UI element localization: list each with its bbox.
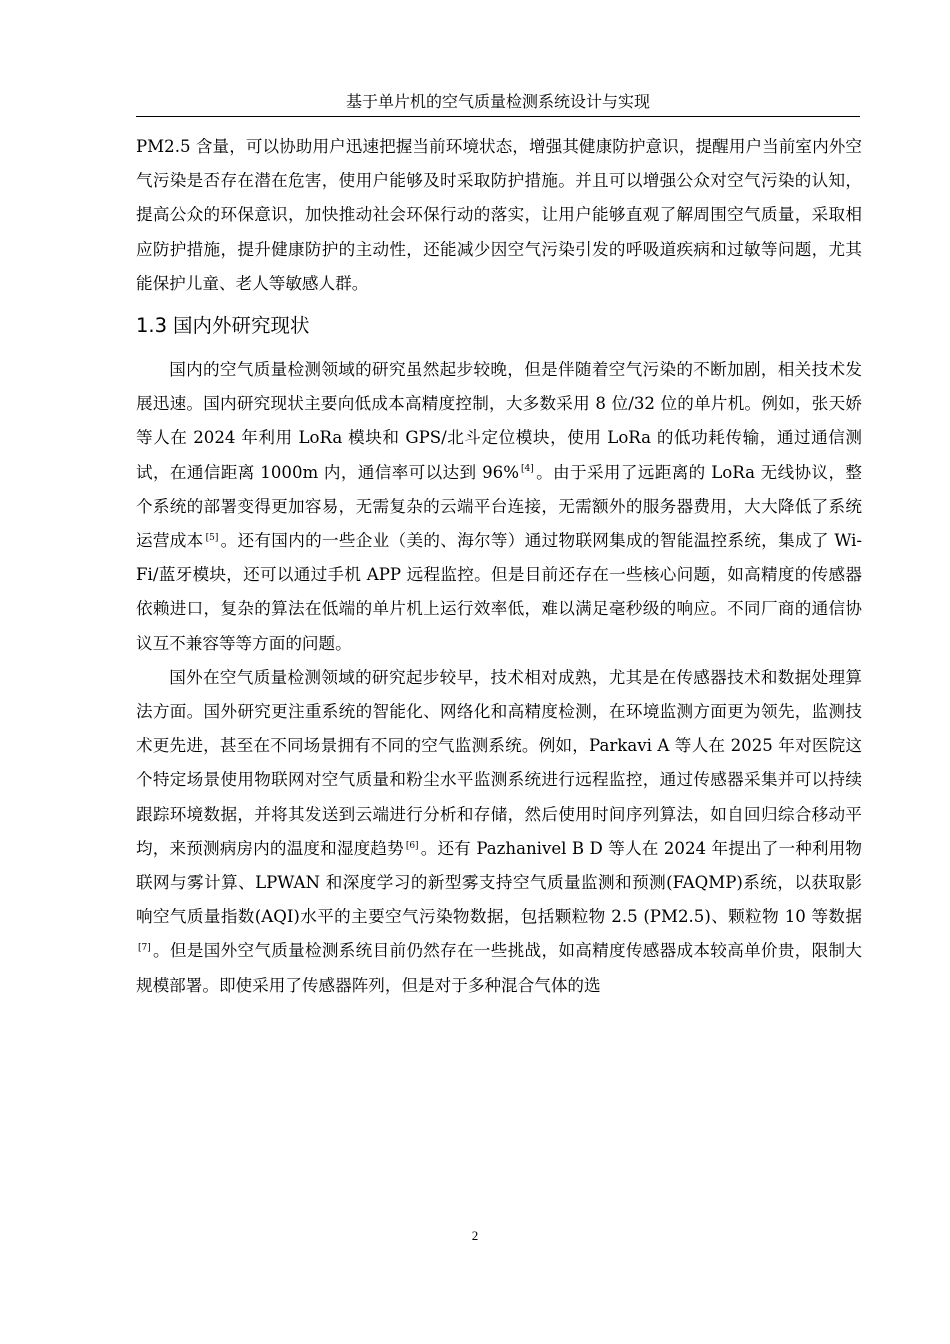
paragraph-text: 。还有国内的一些企业（美的、海尔等）通过物联网集成的智能温控系统，集成了 Wi-Fi/蓝牙模块，还可以通过手机 APP 远程监控。但是目前还存在一些核心问题，如高精度的传感器依赖进口，复杂的算法在低端的单片机上运行效率低，难以满足毫秒级的响应。不同厂商的通信协议互不兼容等等方面的问题。 [136, 531, 863, 653]
section-number: 1.3 [136, 314, 168, 338]
section-heading [136, 309, 862, 343]
header-rule [136, 116, 860, 117]
paragraph-text: 国外在空气质量检测领域的研究起步较早，技术相对成熟，尤其是在传感器技术和数据处理算法方面。国外研究更注重系统的智能化、网络化和高精度检测，在环境监测方面更为领先，监测技术更先进，甚至在不同场景拥有不同的空气监测系统。例如，Parkavi A 等人在 2025 年对医院这个特定场景使用物联网对空气质量和粉尘水平监测系统进行远程监控，通过传感器采集并可以持续跟踪环境数据，并将其发送到云端进行分析和存储，然后使用时间序列算法，如自回归综合移动平均，来预测病房内的温度和湿度趋势 [136, 667, 862, 858]
citation-ref[interactable]: [7] [138, 943, 151, 954]
paragraph-domestic-research [136, 353, 862, 661]
citation-ref[interactable]: [6] [405, 840, 419, 851]
page-number: 2 [471, 1228, 479, 1243]
citation-ref[interactable]: [4] [520, 464, 534, 475]
paragraph-text: 。还有 Pazhanivel B D 等人在 2024 年提出了一种利用物联网与雾计算、LPWAN 和深度学习的新型雾支持空气质量监测和预测(FAQMP)系统，以获取影响空气质量指数(AQI)水平的主要空气污染物数据，包括颗粒物 2.5 (PM2.5)、颗粒物 10 等数据 [136, 838, 862, 927]
document-body [136, 130, 862, 1003]
section-title: 国内外研究现状 [173, 314, 310, 338]
paragraph-text: 国内的空气质量检测领域的研究虽然起步较晚，但是伴随着空气污染的不断加剧，相关技术发展迅速。国内研究现状主要向低成本高精度控制，大多数采用 8 位/32 位的单片机。例如，张天娇等人在 2024 年利用 LoRa 模块和 GPS/北斗定位模块，使用 LoRa 的低功耗传输，通过通信测试，在通信距离 1000m 内，通信率可以达到 96% [136, 360, 862, 482]
paragraph-text: 。但是国外空气质量检测系统目前仍然存在一些挑战，如高精度传感器成本较高单价贵，限制大规模部署。即使采用了传感器阵列，但是对于多种混合气体的选 [136, 941, 862, 995]
paragraph-text: 。由于采用了远距离的 LoRa 无线协议，整个系统的部署变得更加容易，无需复杂的云端平台连接，无需额外的服务器费用，大大降低了系统运营成本 [136, 462, 863, 551]
running-header: 基于单片机的空气质量检测系统设计与实现 [345, 92, 650, 111]
citation-ref[interactable]: [5] [205, 532, 219, 543]
paragraph-foreign-research [136, 661, 862, 1003]
paragraph-pm25-awareness: PM2.5 含量，可以协助用户迅速把握当前环境状态，增强其健康防护意识，提醒用户当前室内外空气污染是否存在潜在危害，使用户能够及时采取防护措施。并且可以增强公众对空气污染的认知，提高公众的环保意识，加快推动社会环保行动的落实，让用户能够直观了解周围空气质量，采取相应防护措施，提升健康防护的主动性，还能减少因空气污染引发的呼吸道疾病和过敏等问题，尤其能保护儿童、老人等敏感人群。 [136, 137, 862, 293]
